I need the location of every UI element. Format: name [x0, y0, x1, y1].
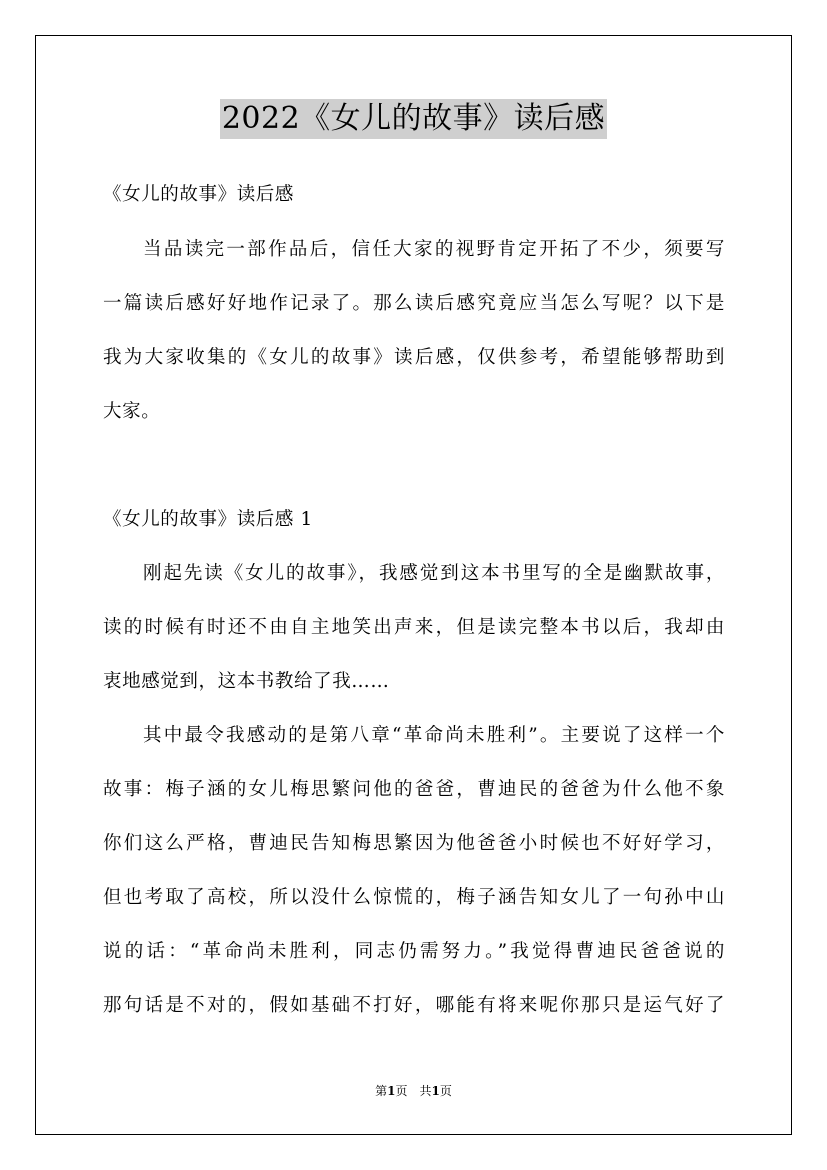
section-heading: 《女儿的故事》读后感 1 [103, 509, 313, 530]
para2-line-1: 其中最令我感动的是第八章“革命尚未胜利”。主要说了这样一个 [143, 725, 725, 746]
para2-line-5: 说的话：“革命尚未胜利，同志仍需努力。”我觉得曹迪民爸爸说的 [103, 941, 725, 962]
footer-total-pages: 1 [431, 1084, 440, 1098]
document-title: 2022《女儿的故事》读后感 [220, 99, 607, 139]
footer-middle: 页 共 [395, 1084, 432, 1098]
para1-line-1: 刚起先读《女儿的故事》，我感觉到这本书里写的全是幽默故事， [143, 563, 725, 584]
page-footer [0, 1083, 827, 1099]
intro-line-4: 大家。 [103, 401, 161, 422]
para2-line-3: 你们这么严格，曹迪民告知梅思繁因为他爸爸小时候也不好好学习， [103, 833, 725, 854]
para2-line-2: 故事：梅子涵的女儿梅思繁问他的爸爸，曹迪民的爸爸为什么他不象 [103, 779, 725, 800]
intro-line-3: 我为大家收集的《女儿的故事》读后感，仅供参考，希望能够帮助到 [103, 347, 725, 368]
footer-page-number: 1 [387, 1084, 396, 1098]
para1-line-3: 衷地感觉到，这本书教给了我…… [103, 671, 390, 692]
footer-prefix: 第 [375, 1084, 388, 1098]
para2-line-6: 那句话是不对的，假如基础不打好，哪能有将来呢你那只是运气好了 [103, 995, 725, 1016]
footer-suffix: 页 [439, 1084, 452, 1098]
title-container [0, 99, 827, 139]
para1-line-2: 读的时候有时还不由自主地笑出声来，但是读完整本书以后，我却由 [103, 617, 725, 638]
subtitle: 《女儿的故事》读后感 [103, 184, 295, 205]
para2-line-4: 但也考取了高校，所以没什么惊慌的，梅子涵告知女儿了一句孙中山 [103, 887, 725, 908]
intro-line-2: 一篇读后感好好地作记录了。那么读后感究竟应当怎么写呢？以下是 [103, 293, 725, 314]
intro-line-1: 当品读完一部作品后，信任大家的视野肯定开拓了不少，须要写 [143, 239, 725, 260]
